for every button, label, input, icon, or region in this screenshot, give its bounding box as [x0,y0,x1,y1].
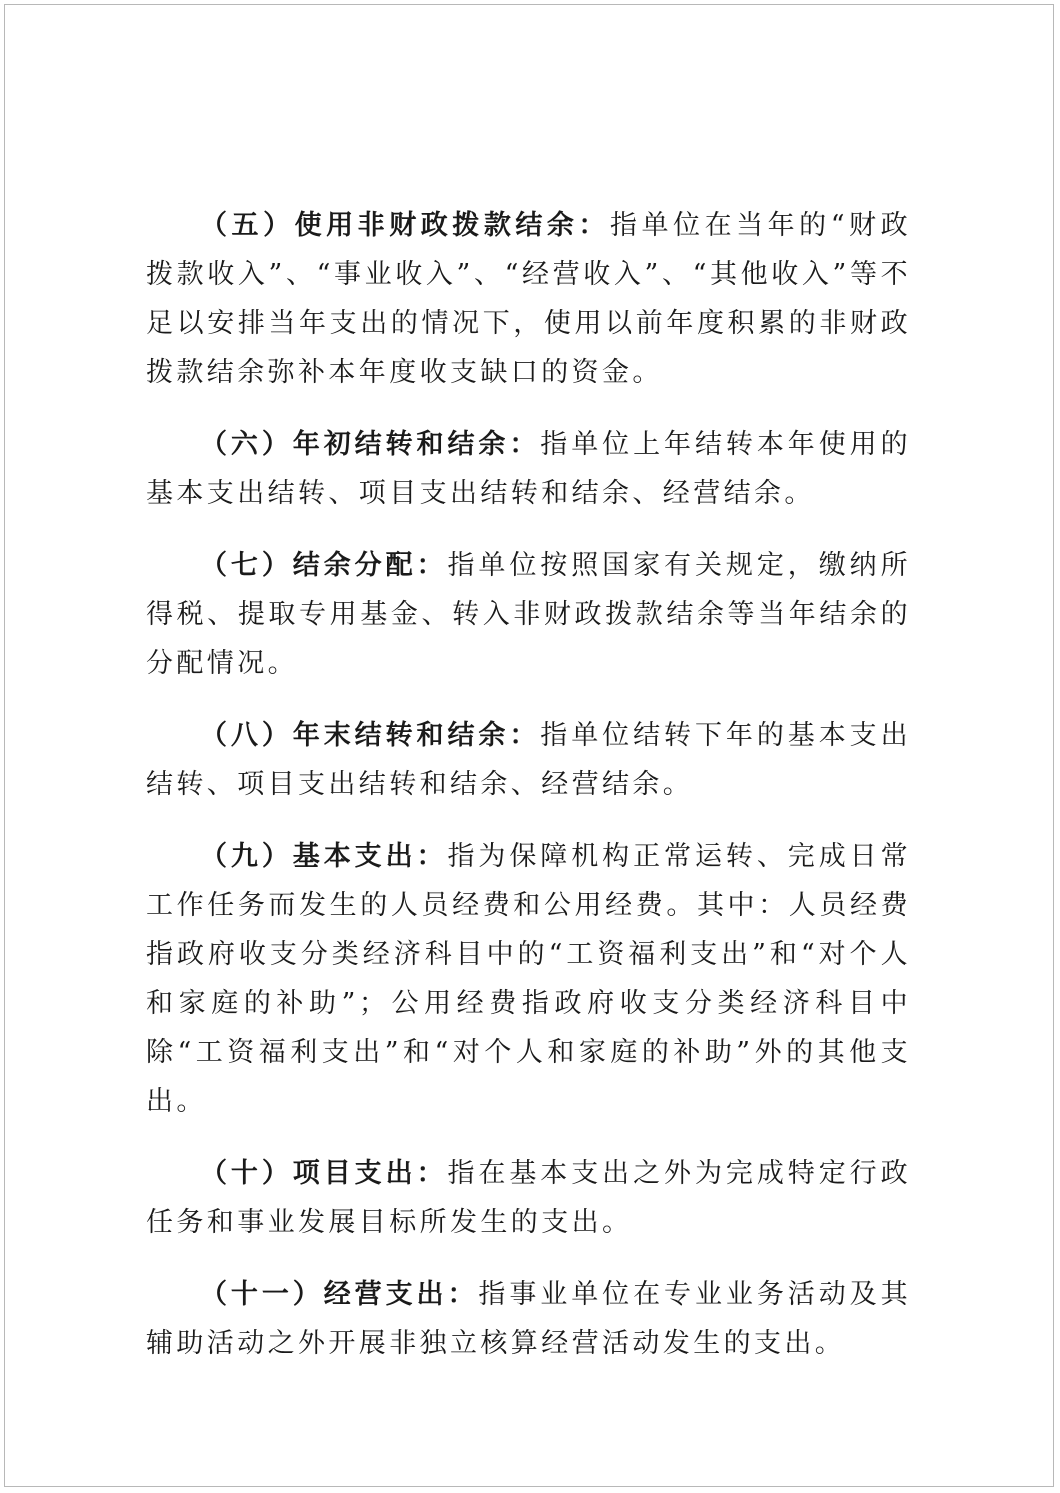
paragraph-11 [146,1270,911,1368]
paragraph-9 [146,832,911,1126]
term-definition: 指事业单位在专业业务活动及其辅助活动之外开展非独立核算经营活动发生的支出。 [146,1279,911,1359]
term-heading: （六）年初结转和结余： [200,429,541,460]
term-heading: （七）结余分配： [200,550,448,581]
paragraph-6 [146,420,911,518]
term-definition: 指为保障机构正常运转、完成日常工作任务而发生的人员经费和公用经费。其中：人员经费指政府收支分类经济科目中的“工资福利支出”和“对个人和家庭的补助”；公用经费指政府收支分类经济科目中除“工资福利支出”和“对个人和家庭的补助”外的其他支出。 [146,841,912,1117]
paragraph-5 [146,201,911,397]
term-definition: 指单位结转下年的基本支出结转、项目支出结转和结余、经营结余。 [146,720,911,800]
term-heading: （八）年末结转和结余： [200,720,541,751]
paragraph-7 [146,541,911,688]
paragraph-8 [146,711,911,809]
term-definition: 指单位在当年的“财政拨款收入”、“事业收入”、“经营收入”、“其他收入”等不足以安排当年支出的情况下，使用以前年度积累的非财政拨款结余弥补本年度收支缺口的资金。 [146,210,911,388]
term-heading: （九）基本支出： [200,841,448,872]
term-definition: 指在基本支出之外为完成特定行政任务和事业发展目标所发生的支出。 [146,1158,912,1238]
document-page [4,4,1054,1487]
paragraph-10 [146,1149,911,1247]
term-heading: （十）项目支出： [200,1158,448,1189]
document-body [146,201,911,1391]
term-definition: 指单位按照国家有关规定，缴纳所得税、提取专用基金、转入非财政拨款结余等当年结余的分配情况。 [146,550,912,679]
term-heading: （五）使用非财政拨款结余： [200,210,610,241]
term-heading: （十一）经营支出： [200,1279,479,1310]
term-definition: 指单位上年结转本年使用的基本支出结转、项目支出结转和结余、经营结余。 [146,429,911,509]
